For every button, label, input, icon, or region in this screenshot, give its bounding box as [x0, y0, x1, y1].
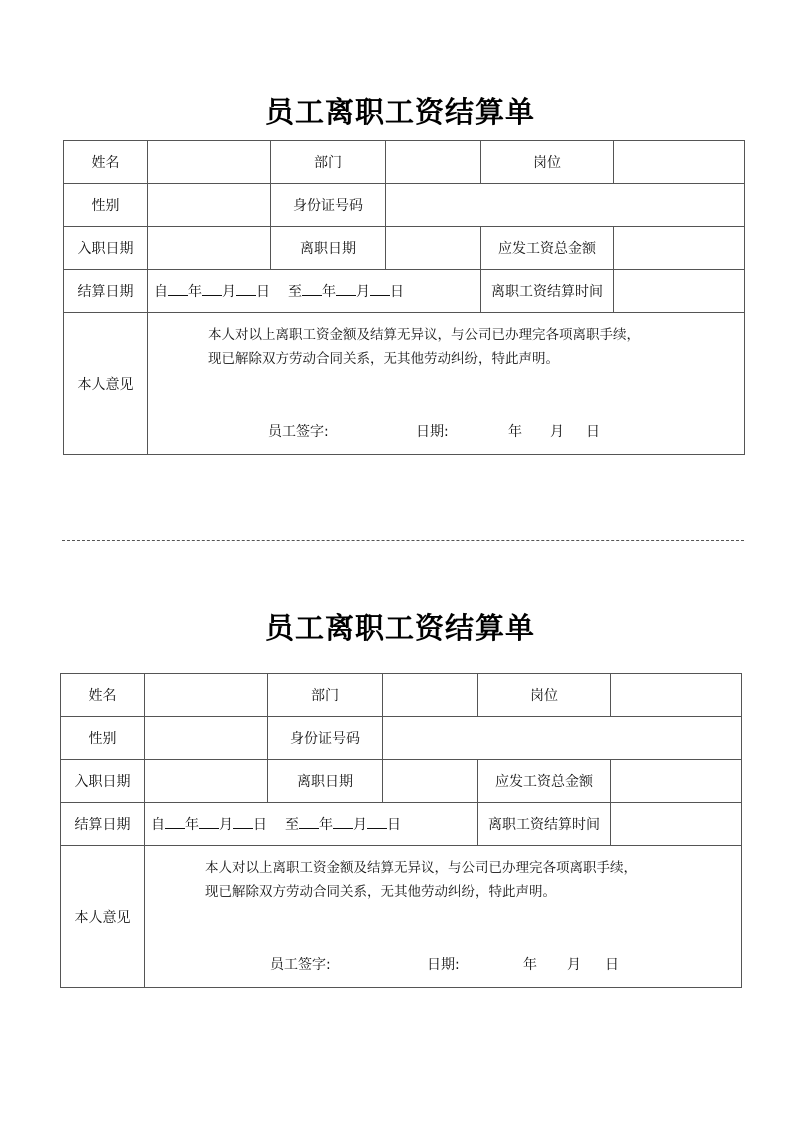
opinion-field[interactable]: [145, 846, 742, 988]
leave-date-label: 离职日期: [268, 760, 383, 803]
period-day: 日: [390, 284, 404, 300]
position-field[interactable]: [611, 674, 742, 717]
period-month: 月: [356, 284, 370, 300]
blank-line: [367, 816, 387, 829]
sign-year: 年: [523, 957, 537, 973]
period-year: 年: [188, 284, 202, 300]
sign-day: 日: [605, 957, 619, 973]
settlement-form-table: [60, 673, 742, 988]
settlement-date-label: 结算日期: [61, 803, 145, 846]
settlement-form-table: [63, 140, 745, 455]
blank-line: [336, 283, 356, 296]
settlement-period-field[interactable]: [145, 803, 478, 846]
settlement-time-field[interactable]: [611, 803, 742, 846]
name-field[interactable]: [145, 674, 268, 717]
period-day: 日: [256, 284, 270, 300]
opinion-field[interactable]: [148, 313, 745, 455]
gender-field[interactable]: [145, 717, 268, 760]
position-label: 岗位: [481, 141, 614, 184]
blank-line: [302, 283, 322, 296]
opinion-label: 本人意见: [64, 313, 148, 455]
blank-line: [202, 283, 222, 296]
period-month: 月: [353, 817, 367, 833]
leave-date-label: 离职日期: [271, 227, 386, 270]
leave-date-field[interactable]: [386, 227, 481, 270]
settlement-time-label: 离职工资结算时间: [478, 803, 611, 846]
signature-label: 员工签字:: [270, 957, 331, 973]
department-label: 部门: [271, 141, 386, 184]
period-day: 日: [253, 817, 267, 833]
sign-month: 月: [567, 957, 581, 973]
period-year: 年: [322, 284, 336, 300]
period-month: 月: [222, 284, 236, 300]
name-label: 姓名: [61, 674, 145, 717]
department-label: 部门: [268, 674, 383, 717]
name-label: 姓名: [64, 141, 148, 184]
period-to: 至: [288, 284, 302, 300]
blank-line: [299, 816, 319, 829]
settlement-period-field[interactable]: [148, 270, 481, 313]
blank-line: [236, 283, 256, 296]
hire-date-field[interactable]: [148, 227, 271, 270]
cut-line-divider: [62, 540, 744, 541]
id-number-field[interactable]: [386, 184, 745, 227]
blank-line: [333, 816, 353, 829]
sign-month: 月: [550, 424, 564, 440]
blank-line: [370, 283, 390, 296]
period-from: 自: [154, 284, 168, 300]
statement-line-2: 现已解除双方劳动合同关系，无其他劳动纠纷，特此声明。: [208, 351, 559, 367]
form-title: 员工离职工资结算单: [264, 611, 535, 645]
gender-label: 性别: [64, 184, 148, 227]
period-year: 年: [185, 817, 199, 833]
hire-date-field[interactable]: [145, 760, 268, 803]
period-year: 年: [319, 817, 333, 833]
statement-line-2: 现已解除双方劳动合同关系，无其他劳动纠纷，特此声明。: [205, 884, 556, 900]
total-salary-label: 应发工资总金额: [481, 227, 614, 270]
id-number-field[interactable]: [383, 717, 742, 760]
hire-date-label: 入职日期: [64, 227, 148, 270]
date-label: 日期:: [416, 424, 449, 440]
department-field[interactable]: [383, 674, 478, 717]
id-number-label: 身份证号码: [271, 184, 386, 227]
position-field[interactable]: [614, 141, 745, 184]
total-salary-field[interactable]: [614, 227, 745, 270]
date-label: 日期:: [427, 957, 460, 973]
form-title: 员工离职工资结算单: [264, 95, 535, 129]
period-day: 日: [387, 817, 401, 833]
statement-line-1: 本人对以上离职工资金额及结算无异议，与公司已办理完各项离职手续，: [205, 860, 637, 876]
total-salary-field[interactable]: [611, 760, 742, 803]
period-month: 月: [219, 817, 233, 833]
name-field[interactable]: [148, 141, 271, 184]
blank-line: [165, 816, 185, 829]
id-number-label: 身份证号码: [268, 717, 383, 760]
total-salary-label: 应发工资总金额: [478, 760, 611, 803]
settlement-time-label: 离职工资结算时间: [481, 270, 614, 313]
department-field[interactable]: [386, 141, 481, 184]
sign-day: 日: [586, 424, 600, 440]
hire-date-label: 入职日期: [61, 760, 145, 803]
blank-line: [233, 816, 253, 829]
statement-line-1: 本人对以上离职工资金额及结算无异议，与公司已办理完各项离职手续，: [208, 327, 640, 343]
settlement-time-field[interactable]: [614, 270, 745, 313]
gender-label: 性别: [61, 717, 145, 760]
gender-field[interactable]: [148, 184, 271, 227]
blank-line: [168, 283, 188, 296]
leave-date-field[interactable]: [383, 760, 478, 803]
period-to: 至: [285, 817, 299, 833]
blank-line: [199, 816, 219, 829]
period-from: 自: [151, 817, 165, 833]
opinion-label: 本人意见: [61, 846, 145, 988]
settlement-date-label: 结算日期: [64, 270, 148, 313]
sign-year: 年: [508, 424, 522, 440]
position-label: 岗位: [478, 674, 611, 717]
signature-label: 员工签字:: [268, 424, 329, 440]
